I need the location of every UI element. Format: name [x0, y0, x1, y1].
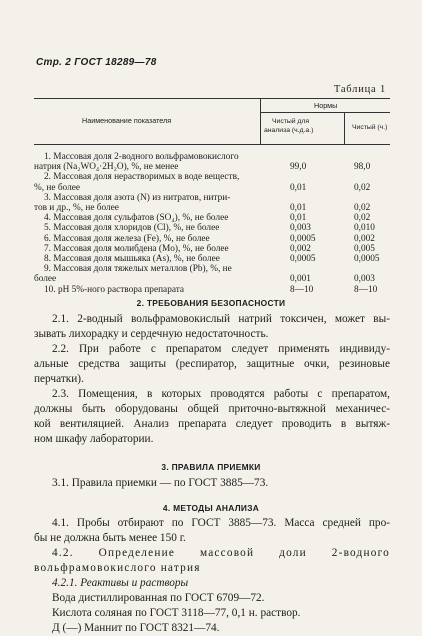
norms-rule	[260, 112, 390, 113]
value-pure-analysis: 0,0005	[290, 254, 316, 264]
column-header-pure-analysis: анализа (ч.д.а.)	[264, 127, 314, 134]
section-title: 3. ПРАВИЛА ПРИЕМКИ	[161, 462, 261, 472]
value-pure: 98,0	[354, 162, 371, 173]
row-label: тов и др., %, не более	[34, 203, 119, 213]
row-label: 6. Массовая доля железа (Fe), %, не более	[44, 233, 210, 244]
value-pure: 0,005	[354, 243, 375, 254]
table-row	[34, 172, 390, 182]
value-pure-analysis: 8—10	[290, 284, 314, 295]
value-pure-analysis: 0,01	[290, 182, 307, 193]
table-row	[34, 244, 390, 254]
paragraph-line: 4.1. Пробы отбирают по ГОСТ 3885—73. Масса средней про-	[52, 517, 390, 529]
table-top-rule	[34, 98, 390, 99]
paragraph-line: Вода дистиллированная по ГОСТ 6709—72.	[52, 592, 265, 604]
table-caption: Таблица 1	[333, 84, 386, 95]
row-label: 5. Массовая доля хлоридов (Cl), %, не более	[44, 223, 220, 234]
paragraph-line: 4.2. Определение массовой доли 2-водного	[52, 547, 390, 559]
value-pure: 0,02	[354, 213, 371, 224]
value-pure-analysis: 99,0	[290, 162, 307, 173]
column-divider	[344, 112, 345, 144]
column-header-pure: Чистый (ч.)	[352, 124, 388, 131]
row-label: 4. Массовая доля сульфатов (SO₄), %, не более	[44, 213, 229, 224]
paragraph-line: 2.1. 2-водный вольфрамовокислый натрий токсичен, может вы-	[52, 313, 390, 325]
column-header-norms: Нормы	[314, 101, 338, 110]
row-label: 10. pH 5%-ного раствора препарата	[44, 284, 185, 295]
row-label: 7. Массовая доля молибдена (Mo), %, не более	[44, 243, 229, 254]
row-label: 3. Массовая доля азота (N) из нитратов, нитри-	[44, 192, 231, 203]
value-pure: 0,002	[354, 233, 375, 244]
table-row	[34, 234, 390, 244]
paragraph-line: должны быть оборудованы общей приточно-вытяжной механичес-	[34, 403, 390, 415]
page-header: Стр. 2 ГОСТ 18289—78	[36, 57, 157, 68]
paragraph-line: зывать лихорадку и сердечную недостаточность.	[34, 328, 269, 340]
paragraph-line: альные средства защиты (респиратор, защитные очки, резиновые	[34, 358, 390, 370]
paragraph-line: бы не должна быть менее 150 г.	[34, 532, 186, 544]
table-row	[34, 223, 390, 233]
row-label: более	[34, 274, 57, 285]
value-pure-analysis: 0,003	[290, 223, 311, 234]
paragraph-line: 3.1. Правила приемки — по ГОСТ 3885—73.	[52, 477, 269, 489]
value-pure-analysis: 0,01	[290, 203, 307, 213]
row-label: %, не более	[34, 182, 80, 193]
section-title: 2. ТРЕБОВАНИЯ БЕЗОПАСНОСТИ	[136, 298, 286, 308]
table-row	[34, 152, 390, 162]
table-header-rule	[34, 144, 390, 145]
column-divider	[260, 98, 261, 144]
paragraph-line: Д (—) Маннит по ГОСТ 8321—74.	[52, 622, 220, 634]
value-pure-analysis: 0,0005	[290, 233, 316, 244]
table-row	[34, 162, 390, 172]
table-row	[34, 274, 390, 284]
value-pure: 0,02	[354, 182, 371, 193]
paragraph-line: 2.2. При работе с препаратом следует применять индивиду-	[52, 343, 390, 355]
value-pure: 0,010	[354, 223, 375, 234]
row-label: натрия (Na₂WO₄·2H₂O), %, не менее	[34, 162, 179, 173]
table-row	[34, 264, 390, 274]
table-row	[34, 213, 390, 223]
section-title: 4. МЕТОДЫ АНАЛИЗА	[162, 503, 260, 513]
column-header-pure-analysis: Чистый для	[272, 118, 310, 125]
value-pure: 0,02	[354, 203, 371, 213]
table-row	[34, 183, 390, 193]
table-row	[34, 203, 390, 213]
table-row	[34, 285, 390, 295]
value-pure-analysis: 0,001	[290, 274, 311, 285]
paragraph-line: 2.3. Помещения, в которых проводятся работы с препаратом,	[52, 388, 390, 400]
value-pure: 0,003	[354, 274, 375, 285]
paragraph-line: перчатки).	[34, 373, 84, 385]
value-pure: 8—10	[354, 284, 378, 295]
table-row	[34, 254, 390, 264]
paragraph-line: Кислота соляная по ГОСТ 3118—77, 0,1 н. раствор.	[52, 607, 301, 619]
row-label: 1. Массовая доля 2-водного вольфрамовокислого	[44, 152, 239, 162]
row-label: 9. Массовая доля тяжелых металлов (Pb), %, не	[44, 264, 232, 275]
table-row	[34, 193, 390, 203]
row-label: 2. Массовая доля нерастворимых в воде веществ,	[44, 172, 240, 183]
value-pure-analysis: 0,002	[290, 243, 311, 254]
paragraph-line: ном шкафу лаборатории.	[34, 433, 154, 445]
value-pure-analysis: 0,01	[290, 213, 307, 224]
row-label: 8. Массовая доля мышьяка (As), %, не более	[44, 254, 220, 264]
paragraph-line: 4.2.1. Реактивы и растворы	[52, 577, 189, 589]
column-header-name: Наименование показателя	[82, 116, 172, 125]
value-pure: 0,0005	[354, 254, 380, 264]
paragraph-line: кой вентиляцией. Анализ препарата следует проводить в вытяж-	[34, 418, 390, 430]
paragraph-line: вольфрамовокислого натрия	[34, 562, 201, 574]
